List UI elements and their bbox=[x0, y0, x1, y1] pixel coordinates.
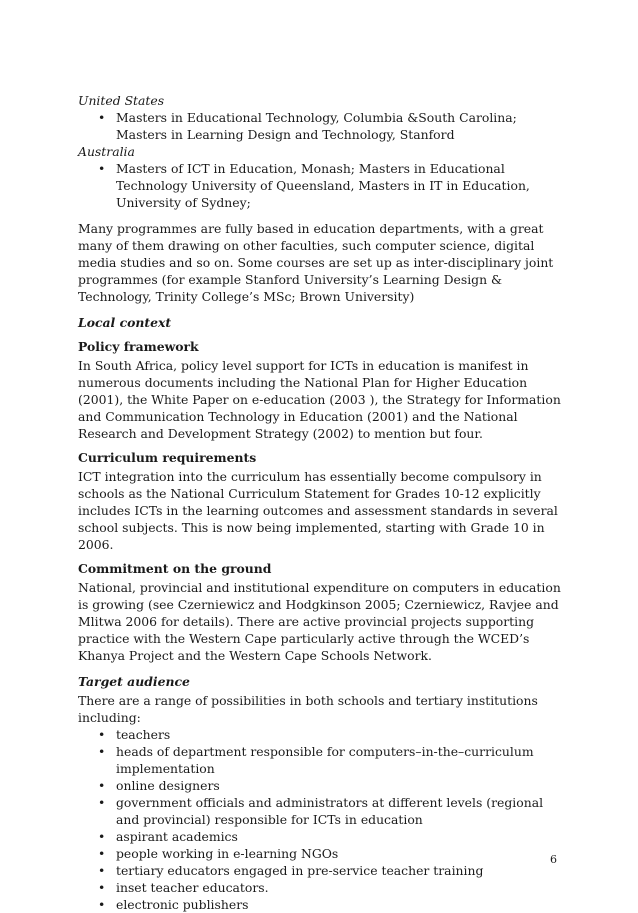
curriculum-requirements-heading: Curriculum requirements bbox=[78, 450, 257, 465]
australia-programmes-list bbox=[78, 160, 568, 211]
list-item: • electronic publishers bbox=[78, 896, 568, 913]
target-audience-list bbox=[78, 726, 568, 913]
document-page bbox=[78, 92, 568, 913]
us-programmes-list bbox=[78, 109, 568, 143]
country-label-us: United States bbox=[78, 93, 165, 108]
programmes-paragraph: Many programmes are fully based in education departments, with a great many of them drawing on other faculties, such computer science, digital media studies and so on. Some courses are set up as inter-disciplinary joint programmes (for example Stanford University’s Learning Design & Technology, Trinity College’s MSc; Brown University) bbox=[78, 221, 554, 304]
list-item: • people working in e-learning NGOs bbox=[78, 845, 568, 862]
list-item: • heads of department responsible for computers–in-the–curriculum implementation bbox=[78, 743, 568, 777]
list-item: • inset teacher educators. bbox=[78, 879, 568, 896]
list-item: • online designers bbox=[78, 777, 568, 794]
curriculum-requirements-text: ICT integration into the curriculum has essentially become compulsory in schools as the National Curriculum Statement for Grades 10-12 explicitly includes ICTs in the learning outcomes and assessment standards in several school subjects. This is now being implemented, starting with Grade 10 in 2006. bbox=[78, 469, 558, 552]
list-item: • aspirant academics bbox=[78, 828, 568, 845]
list-item: • Masters of ICT in Education, Monash; Masters in Educational Technology University of Queensland, Masters in IT in Education, University of Sydney; bbox=[78, 160, 568, 211]
commitment-heading: Commitment on the ground bbox=[78, 561, 272, 576]
policy-framework-heading: Policy framework bbox=[78, 339, 199, 354]
list-item: • teachers bbox=[78, 726, 568, 743]
target-audience-heading: Target audience bbox=[78, 674, 190, 689]
list-item: • tertiary educators engaged in pre-service teacher training bbox=[78, 862, 568, 879]
commitment-text: National, provincial and institutional expenditure on computers in education is growing (see Czerniewicz and Hodgkinson 2005; Czerniewicz, Ravjee and Mlitwa 2006 for details). There are active provincial projects supporting practice with the Western Cape particularly active through the WCED’s Khanya Project and the Western Cape Schools Network. bbox=[78, 580, 561, 663]
local-context-heading: Local context bbox=[78, 315, 172, 330]
country-label-australia: Australia bbox=[78, 144, 135, 159]
policy-framework-text: In South Africa, policy level support for ICTs in education is manifest in numerous documents including the National Plan for Higher Education (2001), the White Paper on e-education (2003 ), the Strategy for Information and Communication Technology in Education (2001) and the National Research and Development Strategy (2002) to mention but four. bbox=[78, 358, 561, 441]
page-number: 6 bbox=[550, 853, 557, 866]
list-item: • Masters in Educational Technology, Columbia &South Carolina; Masters in Learning Design and Technology, Stanford bbox=[78, 109, 568, 143]
target-audience-intro: There are a range of possibilities in both schools and tertiary institutions including: bbox=[78, 693, 538, 725]
list-item: • government officials and administrators at different levels (regional and provincial) responsible for ICTs in education bbox=[78, 794, 568, 828]
